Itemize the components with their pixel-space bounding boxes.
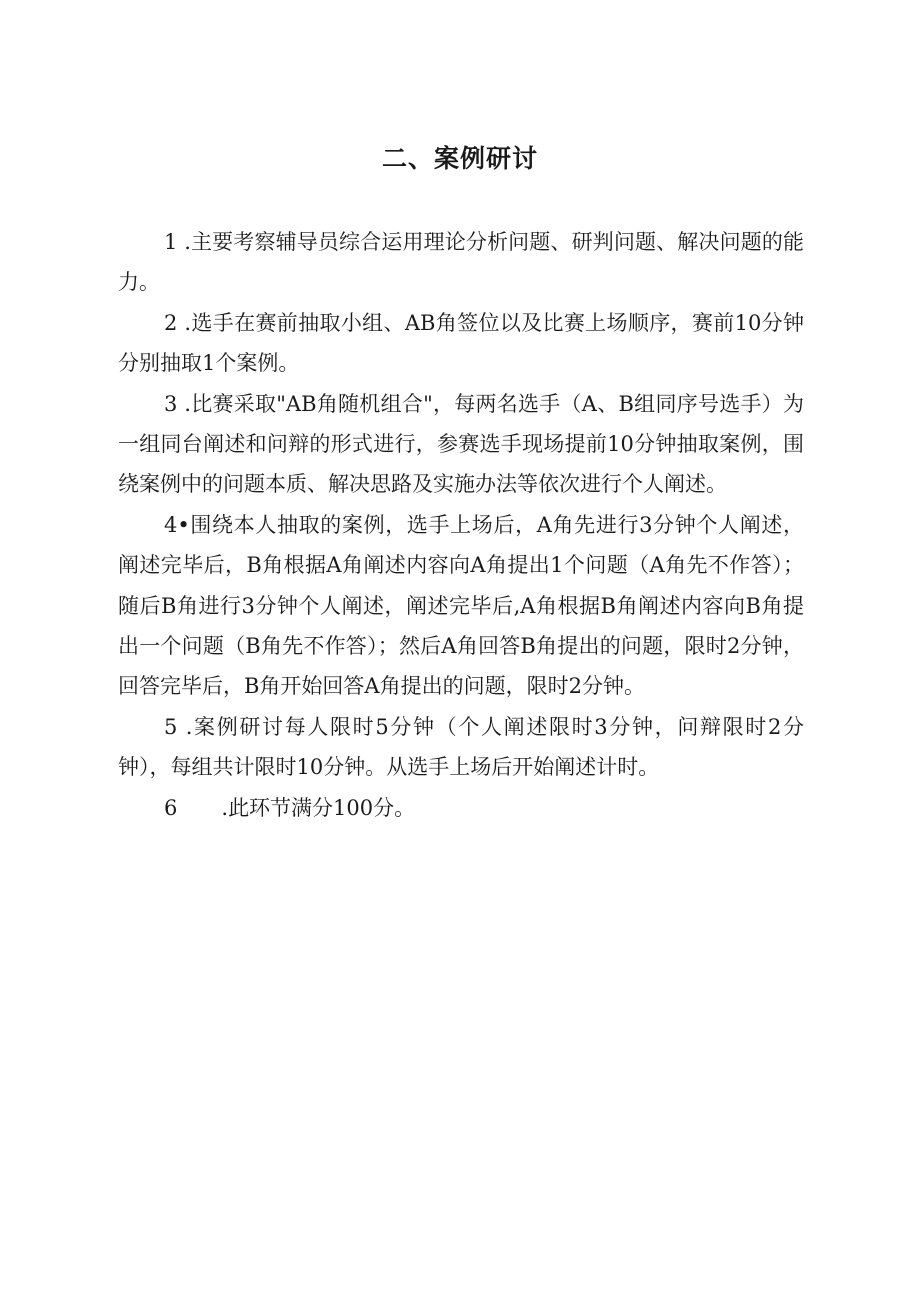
paragraph-number: 1 xyxy=(164,230,178,254)
paragraph-number: 2 xyxy=(164,310,178,335)
paragraph-separator: . xyxy=(177,391,191,416)
paragraph-3 xyxy=(118,384,804,505)
paragraph-number: 3 xyxy=(164,391,178,416)
paragraph-separator: • xyxy=(177,512,190,537)
paragraph-6 xyxy=(118,788,804,828)
paragraph-separator: . xyxy=(221,795,229,820)
paragraph-text: 围绕本人抽取的案例，选手上场后，A角先进行3分钟个人阐述，阐述完毕后，B角根据A角阐述内容向A角提出1个问题（A角先不作答）；随后B角进行3分钟个人阐述，阐述完毕后,A角根据B角阐述内容向B角提出一个问题（B角先不作答）；然后A角回答B角提出的问题，限时2分钟，回答完毕后，B角开始回答A角提出的问题，限时2分钟。 xyxy=(118,512,804,699)
paragraph-number: 6 xyxy=(164,795,178,820)
paragraph-text: 选手在赛前抽取小组、AB角签位以及比赛上场顺序，赛前10分钟分别抽取1个案例。 xyxy=(118,310,804,376)
paragraph-1 xyxy=(118,222,804,303)
paragraph-2 xyxy=(118,303,804,384)
paragraph-text: 主要考察辅导员综合运用理论分析问题、研判问题、解决问题的能力。 xyxy=(118,230,804,295)
paragraph-separator: . xyxy=(177,714,193,739)
paragraph-text: 案例研讨每人限时5分钟（个人阐述限时3分钟，问辩限时2分钟），每组共计限时10分钟。从选手上场后开始阐述计时。 xyxy=(118,714,804,780)
paragraph-4 xyxy=(118,505,804,707)
document-body xyxy=(118,222,804,828)
paragraph-text: 此环节满分100分。 xyxy=(228,795,416,820)
section-title: 二、案例研讨 xyxy=(381,144,538,173)
paragraph-separator: . xyxy=(177,230,191,254)
paragraph-separator: . xyxy=(177,310,192,335)
paragraph-number: 5 xyxy=(164,714,178,739)
paragraph-5 xyxy=(118,707,804,788)
paragraph-text: 比赛采取"AB角随机组合"，每两名选手（A、B组同序号选手）为一组同台阐述和问辩的形式进行，参赛选手现场提前10分钟抽取案例，围绕案例中的问题本质、解决思路及实施办法等依次进行个人阐述。 xyxy=(118,391,804,497)
paragraph-number: 4 xyxy=(164,512,178,537)
